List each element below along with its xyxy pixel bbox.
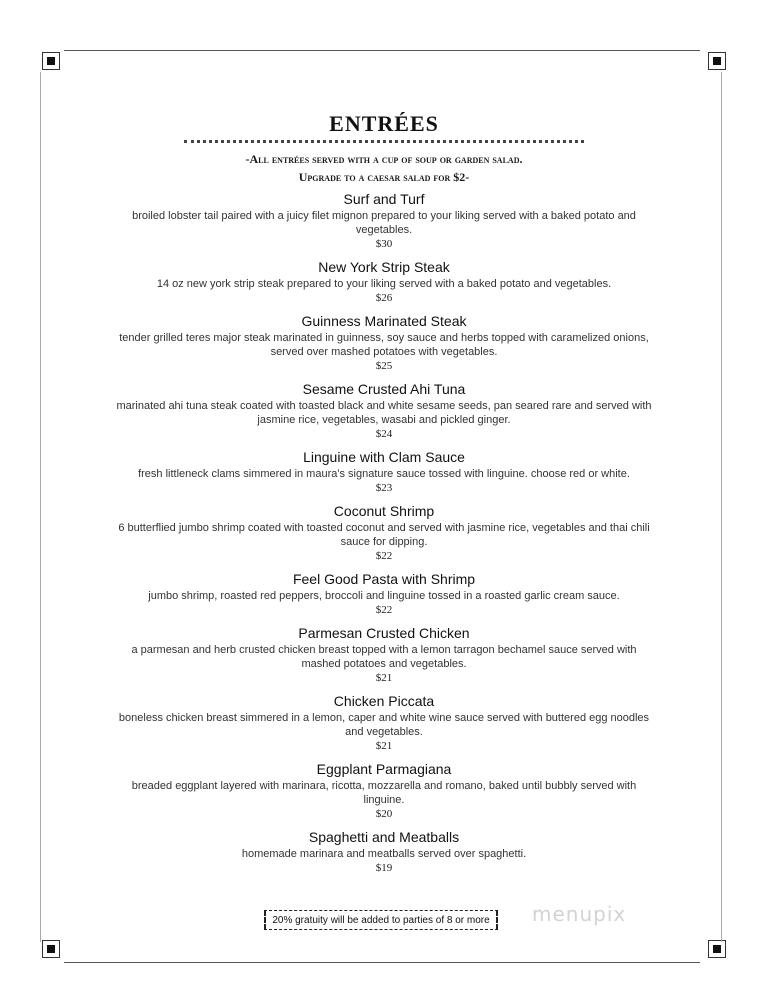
menu-item-price: $23 (375, 482, 393, 494)
dotted-divider (184, 140, 584, 149)
top-border-rule (64, 50, 700, 51)
section-note-line-2: Upgrade to a caesar salad for $2- (298, 170, 470, 184)
menu-item-guinness-marinated-steak (60, 313, 708, 373)
gratuity-note: 20% gratuity will be added to parties of 8 or more (264, 910, 498, 930)
menu-item-name: Spaghetti and Meatballs (308, 829, 460, 845)
menu-item-surf-and-turf (60, 191, 708, 251)
menu-item-parmesan-crusted-chicken (60, 625, 708, 685)
menu-item-feel-good-pasta-with-shrimp (60, 571, 708, 617)
corner-ornament-bottom-left (42, 940, 60, 958)
menu-item-name: Linguine with Clam Sauce (303, 449, 465, 465)
menu-item-price: $21 (375, 672, 393, 684)
menu-item-description: boneless chicken breast simmered in a lemon, caper and white wine sauce served with buttered egg noodles and vegetables. (118, 712, 650, 738)
menu-item-name: Guinness Marinated Steak (301, 313, 467, 329)
menu-item-name: Feel Good Pasta with Shrimp (292, 571, 476, 587)
menu-item-description: tender grilled teres major steak marinated in guinness, soy sauce and herbs topped with caramelized onions, served over mashed potatoes with vegetables. (119, 332, 649, 358)
menu-item-name: New York Strip Steak (318, 259, 450, 275)
menu-item-description: a parmesan and herb crusted chicken breast topped with a lemon tarragon bechamel sauce served with mashed potatoes and vegetables. (131, 644, 637, 670)
section-title: ENTRÉES (329, 111, 439, 136)
menu-item-description: homemade marinara and meatballs served over spaghetti. (241, 848, 527, 860)
menu-item-price: $30 (375, 238, 393, 250)
menu-item-description: 14 oz new york strip steak prepared to your liking served with a baked potato and vegetables. (156, 278, 612, 290)
menu-item-description: broiled lobster tail paired with a juicy filet mignon prepared to your liking served with a baked potato and vegetables. (132, 210, 636, 236)
menu-item-price: $25 (375, 360, 393, 372)
menu-item-eggplant-parmagiana (60, 761, 708, 821)
menu-item-name: Chicken Piccata (333, 693, 435, 709)
menu-item-price: $19 (375, 862, 393, 874)
menu-item-description: marinated ahi tuna steak coated with toasted black and white sesame seeds, pan seared rare and served with jasmine rice, vegetables, wasabi and pickled ginger. (116, 400, 652, 426)
menu-item-description: breaded eggplant layered with marinara, ricotta, mozzarella and romano, baked until bubbly served with linguine. (131, 780, 637, 806)
menu-item-price: $21 (375, 740, 393, 752)
menu-item-price: $22 (375, 604, 393, 616)
entrees-menu (60, 110, 708, 883)
menu-item-chicken-piccata (60, 693, 708, 753)
menu-item-linguine-with-clam-sauce (60, 449, 708, 495)
menupix-watermark: menupix (532, 902, 627, 926)
menu-item-name: Coconut Shrimp (333, 503, 435, 519)
corner-ornament-top-left (42, 52, 60, 70)
menu-item-description: jumbo shrimp, roasted red peppers, broccoli and linguine tossed in a roasted garlic cream sauce. (148, 590, 620, 602)
menu-item-name: Sesame Crusted Ahi Tuna (302, 381, 466, 397)
menu-item-name: Parmesan Crusted Chicken (298, 625, 470, 641)
menu-item-spaghetti-and-meatballs (60, 829, 708, 875)
menu-item-price: $22 (375, 550, 393, 562)
menu-item-name: Eggplant Parmagiana (316, 761, 452, 777)
left-border-line (40, 72, 41, 942)
menu-item-description: fresh littleneck clams simmered in maura's signature sauce tossed with linguine. choose red or white. (138, 468, 630, 480)
section-note-line-1: -All entrées served with a cup of soup or garden salad. (245, 152, 523, 166)
menu-item-description: 6 butterflied jumbo shrimp coated with toasted coconut and served with jasmine rice, vegetables and thai chili sauce for dipping. (118, 522, 650, 548)
menu-item-new-york-strip-steak (60, 259, 708, 305)
menu-item-price: $20 (375, 808, 393, 820)
menu-item-coconut-shrimp (60, 503, 708, 563)
menu-item-sesame-crusted-ahi-tuna (60, 381, 708, 441)
corner-ornament-bottom-right (708, 940, 726, 958)
menu-item-price: $24 (375, 428, 393, 440)
menu-item-price: $26 (375, 292, 393, 304)
right-border-line (721, 72, 722, 942)
menu-item-list (60, 191, 708, 875)
corner-ornament-top-right (708, 52, 726, 70)
bottom-border-rule (64, 962, 700, 963)
menu-item-name: Surf and Turf (343, 191, 425, 207)
